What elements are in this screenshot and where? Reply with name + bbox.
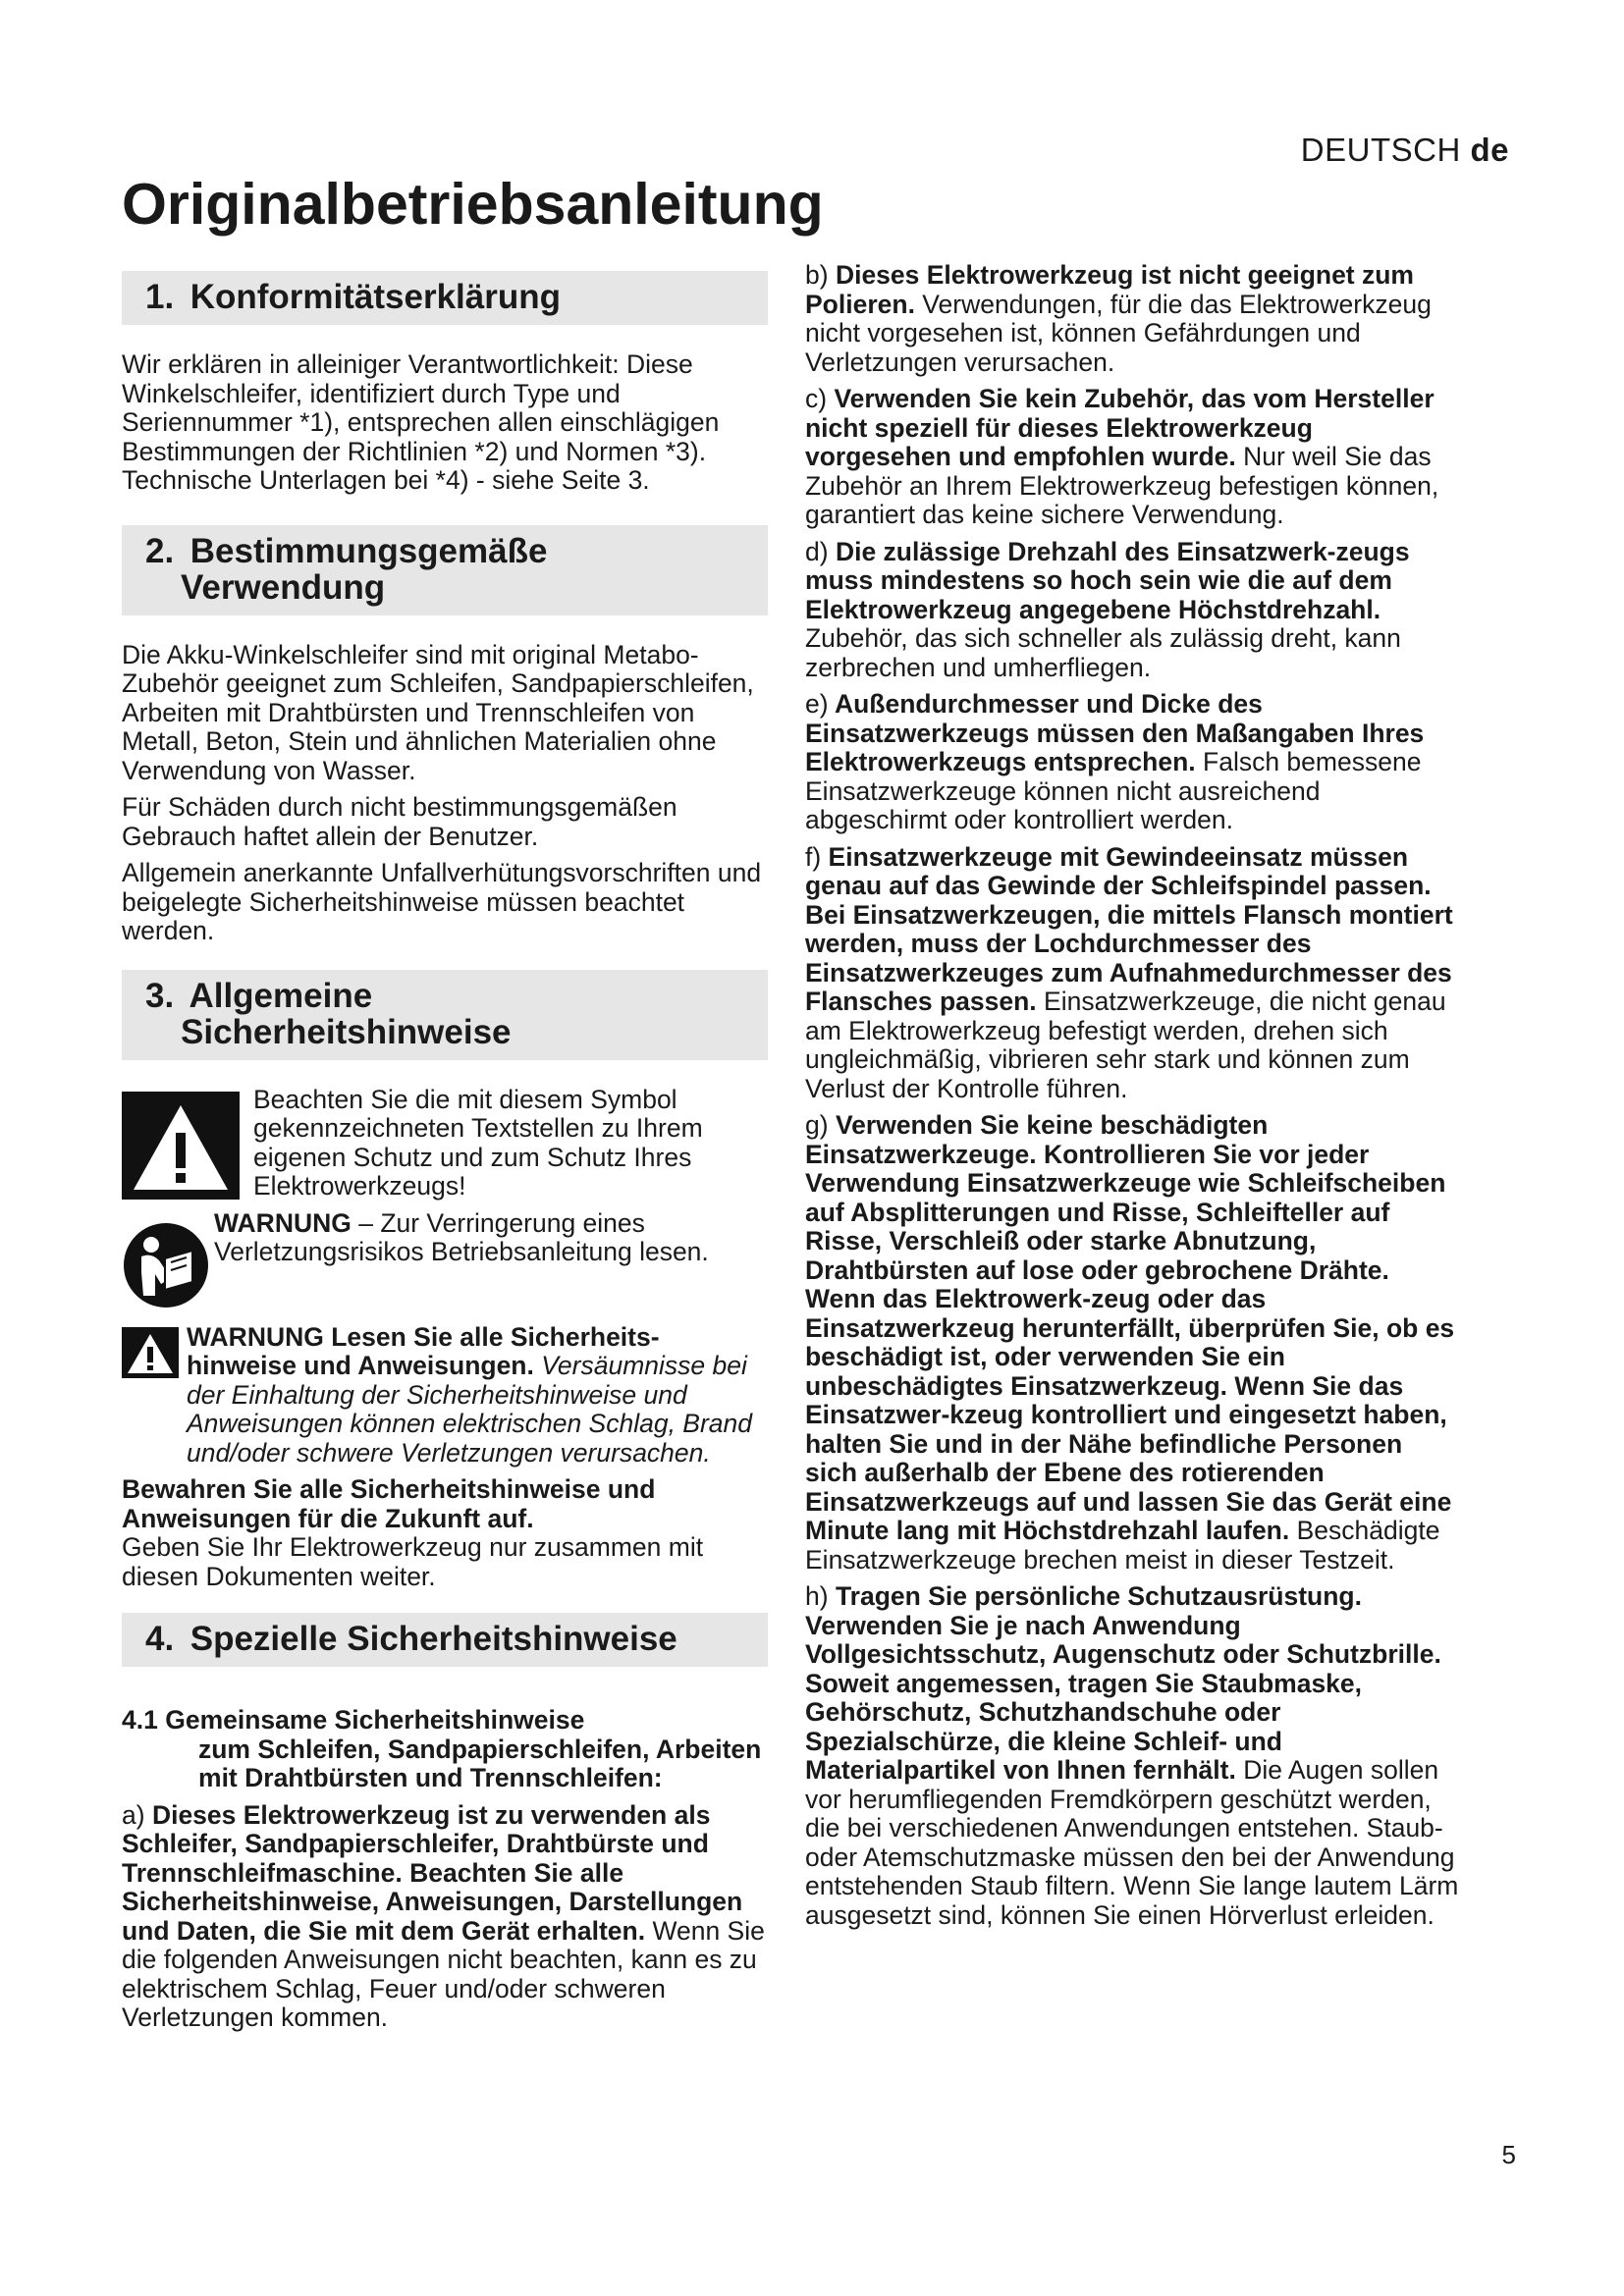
section-1-heading bbox=[122, 271, 768, 325]
section-number: 4. bbox=[145, 1620, 175, 1658]
item-bold: Dieses Elektrowerkzeug ist zu verwenden als Schleifer, Sandpapierschleifer, Drahtbürste und Trennschleifmaschine. Beachten Sie alle Sicherheitshinweise, Anweisungen, Darstellungen und Daten, die Sie mit dem Gerät erhalten. bbox=[122, 1799, 743, 1946]
warning-symbol-note bbox=[122, 1086, 768, 1201]
read-all-warning bbox=[122, 1323, 768, 1468]
page-title: Originalbetriebsanleitung bbox=[122, 172, 824, 237]
item-label: a) bbox=[122, 1799, 145, 1830]
section-4-heading bbox=[122, 1613, 768, 1667]
section-title-line2: Verwendung bbox=[181, 567, 386, 607]
item-bold: Verwenden Sie kein Zubehör, das vom Hersteller nicht speziell für dieses Elektrowerkzeug vorgesehen und empfohlen wurde. bbox=[805, 384, 1435, 471]
subsection-title-rest: zum Schleifen, Sandpapierschleifen, Arbeiten mit Drahtbürsten und Trennschleifen: bbox=[198, 1734, 762, 1792]
item-label: b) bbox=[805, 260, 829, 290]
section-number: 2. bbox=[145, 531, 175, 570]
item-h bbox=[805, 1582, 1461, 1930]
section-title: Spezielle Sicherheitshinweise bbox=[189, 1620, 677, 1658]
item-f bbox=[805, 843, 1461, 1104]
language-label bbox=[1301, 132, 1509, 169]
item-e bbox=[805, 690, 1461, 835]
language-word: DEUTSCH bbox=[1300, 132, 1461, 168]
section-title-line2: Sicherheitshinweise bbox=[181, 1012, 512, 1051]
read-manual-rest: – Zur Verringerung eines Verletzungsrisikos Betriebsanleitung lesen. bbox=[214, 1207, 709, 1266]
item-c bbox=[805, 385, 1461, 530]
item-bold: Die zulässige Drehzahl des Einsatzwerk-zeugs muss mindestens so hoch sein wie die auf dem Elektrowerkzeug angegebene Höchstdrehzahl. bbox=[805, 536, 1410, 624]
section-3-heading bbox=[122, 970, 768, 1060]
section-title-line1: Allgemeine bbox=[189, 976, 373, 1015]
subsection-4-1-heading bbox=[122, 1706, 768, 1793]
item-rest: Beschädigte Einsatzwerkzeuge brechen meist in dieser Testzeit. bbox=[805, 1516, 1440, 1575]
item-g bbox=[805, 1111, 1461, 1575]
read-manual-icon bbox=[122, 1221, 210, 1309]
subsection-title-line1: Gemeinsame Sicherheitshinweise bbox=[165, 1705, 585, 1735]
item-label: g) bbox=[805, 1110, 829, 1140]
item-label: f) bbox=[805, 841, 822, 872]
small-warning-icon bbox=[122, 1327, 179, 1378]
item-rest: Falsch bemessene Einsatzwerkzeuge können nicht ausreichend abgeschirmt oder kontrolliert werden. bbox=[805, 747, 1422, 834]
item-b bbox=[805, 261, 1461, 377]
item-label: h) bbox=[805, 1581, 829, 1611]
item-bold: Tragen Sie persönliche Schutzausrüstung. Verwenden Sie je nach Anwendung Vollgesichtsschutz, Augenschutz oder Schutzbrille. Soweit angemessen, tragen Sie Staubmaske, Gehörschutz, Schutzhandschuhe oder Spezialschürze, die kleine Schleif- und Materialpartikel von Ihnen fernhält. bbox=[805, 1581, 1441, 1785]
item-rest: Einsatzwerkzeuge, die nicht genau am Elektrowerkzeug befestigt werden, drehen sich ungleichmäßig, vibrieren sehr stark und können zum Verlust der Kontrolle führen. bbox=[805, 987, 1446, 1103]
item-bold: Verwenden Sie keine beschädigten Einsatzwerkzeuge. Kontrollieren Sie vor jeder Verwendung Einsatzwerkzeuge wie Schleifscheiben auf Absplitterungen und Risse, Schleifteller auf Risse, Verschleiß oder starke Abnutzung, Drahtbürsten auf lose oder gebrochene Drähte. Wenn das Elektrowerk-zeug oder das Einsatzwerkzeug herunterfällt, überprüfen Sie, ob es beschädigt ist, oder verwenden Sie ein unbeschädigtes Einsatzwerkzeug. Wenn Sie das Einsatzwer-kzeug kontrolliert und eingesetzt haben, halten Sie und in der Nähe befindliche Personen sich außerhalb der Ebene des rotierenden Einsatzwerkzeugs auf und lassen Sie das Gerät eine Minute lang mit Höchstdrehzahl laufen. bbox=[805, 1110, 1455, 1545]
item-rest: Die Augen sollen vor herumfliegenden Fremdkörpern geschützt werden, die bei verschiedenen Anwendungen entstehen. Staub- oder Atemschutzmaske müssen den bei der Anwendung entstehenden Staub filtern. Wenn Sie lange lautem Lärm ausgesetzt sind, können Sie einen Hörverlust erleiden. bbox=[805, 1755, 1459, 1930]
read-all-bold: WARNUNG Lesen Sie alle Sicherheits-hinweise und Anweisungen. bbox=[187, 1321, 660, 1380]
symbol-explanation: Beachten Sie die mit diesem Symbol gekennzeichneten Textstellen zu Ihrem eigenen Schutz und zum Schutz Ihres Elektrowerkzeugs! bbox=[253, 1084, 703, 1201]
item-bold: Einsatzwerkzeuge mit Gewindeeinsatz müssen genau auf das Gewinde der Schleifspindel passen. Bei Einsatzwerkzeugen, die mittels Flansch montiert werden, muss der Lochdurchmesser des Einsatzwerkzeuges zum Aufnahmedurchmesser des Flansches passen. bbox=[805, 841, 1453, 1016]
item-bold: Dieses Elektrowerkzeug ist nicht geeignet zum Polieren. bbox=[805, 260, 1414, 319]
item-label: d) bbox=[805, 536, 829, 566]
section-2-paragraph: Allgemein anerkannte Unfallverhütungsvorschriften und beigelegte Sicherheitshinweise müssen beachtet werden. bbox=[122, 858, 762, 945]
section-1-body: Wir erklären in alleiniger Verantwortlichkeit: Diese Winkelschleifer, identifiziert durch Type und Seriennummer *1), entsprechen allen einschlägigen Bestimmungen der Richtlinien *2) und Normen *3). Technische Unterlagen bei *4) - siehe Seite 3. bbox=[122, 349, 720, 495]
item-bold: Außendurchmesser und Dicke des Einsatzwerkzeugs müssen den Maßangaben Ihres Elektrowerkzeugs entsprechen. bbox=[805, 689, 1425, 776]
section-2-paragraph: Für Schäden durch nicht bestimmungsgemäßen Gebrauch haftet allein der Benutzer. bbox=[122, 792, 677, 851]
item-rest: Zubehör, das sich schneller als zulässig dreht, kann zerbrechen und umherfliegen. bbox=[805, 623, 1401, 682]
section-number: 1. bbox=[145, 278, 175, 316]
section-2-heading bbox=[122, 525, 768, 615]
read-all-warning-text bbox=[122, 1323, 768, 1468]
keep-bold: Bewahren Sie alle Sicherheitshinweise und Anweisungen für die Zukunft auf. bbox=[122, 1474, 656, 1533]
read-manual-note bbox=[122, 1209, 768, 1298]
warning-label: WARNUNG bbox=[214, 1207, 352, 1238]
read-manual-text bbox=[214, 1209, 768, 1267]
section-title-line1: Bestimmungsgemäße bbox=[189, 531, 548, 570]
item-label: c) bbox=[805, 384, 828, 413]
item-rest: Nur weil Sie das Zubehör an Ihrem Elektrowerkzeug befestigen können, garantiert das keine sichere Verwendung. bbox=[805, 442, 1439, 529]
section-title: Konformitätserklärung bbox=[189, 278, 562, 316]
keep-rest: Geben Sie Ihr Elektrowerkzeug nur zusammen mit diesen Dokumenten weiter. bbox=[122, 1532, 704, 1591]
subsection-number: 4.1 bbox=[122, 1705, 158, 1735]
read-all-italic: Versäumnisse bei der Einhaltung der Sicherheitshinweise und Anweisungen können elektrischen Schlag, Brand und/oder schwere Verletzungen verursachen. bbox=[187, 1351, 753, 1468]
section-number: 3. bbox=[145, 976, 175, 1015]
warning-triangle-icon bbox=[122, 1092, 240, 1200]
keep-instructions bbox=[122, 1475, 768, 1591]
right-column bbox=[805, 261, 1461, 1938]
section-2-paragraph: Die Akku-Winkelschleifer sind mit original Metabo-Zubehör geeignet zum Schleifen, Sandpapierschleifen, Arbeiten mit Drahtbürsten und Trennschleifen von Metall, Beton, Stein und ähnlichen Materialien ohne Verwendung von Wasser. bbox=[122, 639, 754, 785]
item-d bbox=[805, 538, 1461, 683]
item-rest: Wenn Sie die folgenden Anweisungen nicht beachten, kann es zu elektrischem Schlag, Feuer und/oder schweren Verletzungen kommen. bbox=[122, 1915, 765, 2032]
item-rest: Verwendungen, für die das Elektrowerkzeug nicht vorgesehen ist, können Gefährdungen und Verletzungen verursachen. bbox=[805, 289, 1432, 377]
item-a bbox=[122, 1801, 768, 2033]
language-code: de bbox=[1470, 132, 1509, 168]
page-number: 5 bbox=[1501, 2140, 1516, 2169]
left-column bbox=[122, 271, 768, 2041]
item-label: e) bbox=[805, 689, 829, 719]
